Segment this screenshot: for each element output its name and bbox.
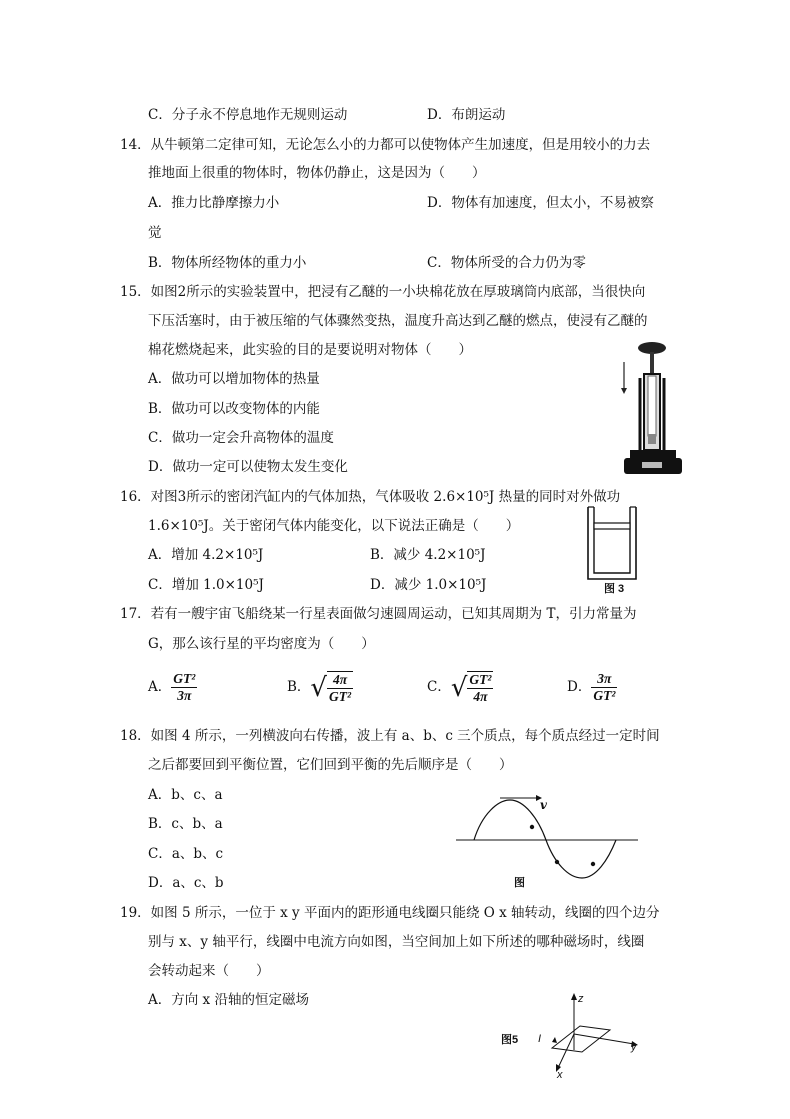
q16-option-a: A．增加 4.2×10⁵J	[148, 547, 264, 563]
q19-stem-line1: 19．如图 5 所示，一位于 x y 平面内的距形通电线圈只能绕 O x 轴转动，线圈的四个边分	[120, 905, 660, 921]
q13-option-c: C．分子永不停息地作无规则运动	[148, 107, 348, 123]
q17-option-d-numerator: 3π	[591, 671, 617, 688]
q15-option-a: A．做功可以增加物体的热量	[148, 371, 320, 387]
q18-option-d: D．a、c、b	[148, 875, 224, 891]
sqrt-symbol-b: √	[310, 672, 327, 703]
q18-option-a: A．b、c、a	[148, 787, 223, 803]
q18-stem-line2: 之后都要回到平衡位置，它们回到平衡的先后顺序是（ ）	[148, 757, 513, 773]
piston-apparatus-figure	[612, 338, 688, 480]
axis-y-label: y	[631, 1041, 637, 1053]
coil-axes-figure	[530, 990, 650, 1080]
transverse-wave-figure	[452, 790, 642, 890]
q17-option-d	[567, 668, 617, 708]
current-label: I	[538, 1033, 542, 1045]
fig4-label: 图	[514, 877, 525, 889]
q15-option-c: C．做功一定会升高物体的温度	[148, 430, 334, 446]
q17-option-c-label: C．	[427, 679, 451, 695]
q17-option-d-label: D．	[567, 679, 592, 695]
axis-z-label: z	[578, 993, 584, 1005]
q17-option-b-denominator: GT²	[329, 688, 352, 704]
q13-option-d: D．布朗运动	[427, 107, 506, 123]
q16-option-d: D．减少 1.0×10⁵J	[370, 577, 487, 593]
q19-stem-line3: 会转动起来（ ）	[148, 963, 270, 979]
fig5-label: 图5	[501, 1034, 519, 1046]
q14-option-b: B．物体所经物体的重力小	[148, 255, 307, 271]
q16-stem-line2: 1.6×10⁵J。关于密闭气体内能变化，以下说法正确是（ ）	[148, 518, 520, 534]
sqrt-symbol-c: √	[450, 672, 468, 703]
q16-stem-line1: 16．对图3所示的密闭汽缸内的气体加热，气体吸收 2.6×10⁵J 热量的同时对外做功	[120, 489, 621, 505]
q14-option-d: D．物体有加速度，但太小，不易被察	[427, 195, 654, 211]
q15-option-d: D．做功一定可以使物太发生变化	[148, 459, 348, 475]
q15-stem-line1: 15．如图2所示的实验装置中，把浸有乙醚的一小块棉花放在厚玻璃筒内底部，当很快向	[120, 284, 646, 300]
q18-stem-line1: 18．如图 4 所示，一列横波向右传播，波上有 a、b、c 三个质点，每个质点经过一定时间	[120, 728, 660, 744]
q17-option-c-fraction	[467, 671, 493, 705]
q17-option-c	[427, 668, 493, 708]
q14-option-c: C．物体所受的合力仍为零	[427, 255, 586, 271]
q17-stem-line1: 17．若有一艘宇宙飞船绕某一行星表面做匀速圆周运动，已知其周期为 T，引力常量为	[120, 606, 637, 622]
q17-option-b	[287, 668, 353, 708]
q17-option-c-denominator: 4π	[473, 688, 488, 704]
q17-option-a-numerator: GT²	[173, 671, 196, 686]
q17-option-d-fraction	[591, 671, 617, 704]
sealed-cylinder-figure	[584, 505, 644, 587]
q17-option-b-label: B．	[287, 679, 311, 695]
axis-x-label: x	[557, 1069, 563, 1081]
q19-option-a: A．方向 x 沿轴的恒定磁场	[148, 992, 309, 1008]
q17-option-a-denominator: 3π	[177, 688, 192, 703]
q17-option-c-numerator: GT²	[469, 671, 492, 687]
q17-option-d-denominator: GT²	[593, 688, 616, 703]
fig3-label: 图 3	[604, 583, 625, 595]
q15-stem-line2: 下压活塞时，由于被压缩的气体骤然变热，温度升高达到乙醚的燃点，使浸有乙醚的	[148, 313, 648, 329]
q18-option-c: C．a、b、c	[148, 846, 224, 862]
q15-stem-line3: 棉花燃烧起来，此实验的目的是要说明对物体（ ）	[148, 342, 472, 358]
q17-option-a	[148, 668, 197, 708]
wave-velocity-label: v	[540, 798, 547, 812]
q14-option-a: A．推力比静摩擦力小	[148, 195, 280, 211]
q19-stem-line2: 别与 x、y 轴平行，线圈中电流方向如图，当空间加上如下所述的哪种磁场时，线圈	[148, 934, 645, 950]
q16-option-b: B．减少 4.2×10⁵J	[370, 547, 486, 563]
q17-option-a-fraction	[171, 671, 197, 704]
q15-option-b: B．做功可以改变物体的内能	[148, 401, 320, 417]
q17-stem-line2: G，那么该行星的平均密度为（ ）	[148, 636, 375, 652]
q17-option-b-fraction	[327, 671, 353, 705]
q18-option-b: B．c、b、a	[148, 816, 223, 832]
q14-stem-line2: 推地面上很重的物体时，物体仍静止，这是因为（ ）	[148, 165, 486, 181]
q14-stem-line1: 14．从牛顿第二定律可知，无论怎么小的力都可以使物体产生加速度，但是用较小的力去	[120, 137, 651, 153]
q17-option-b-numerator: 4π	[327, 672, 353, 689]
q17-option-a-label: A．	[148, 679, 172, 695]
q14-option-d-cont: 觉	[148, 225, 162, 241]
q16-option-c: C．增加 1.0×10⁵J	[148, 577, 264, 593]
